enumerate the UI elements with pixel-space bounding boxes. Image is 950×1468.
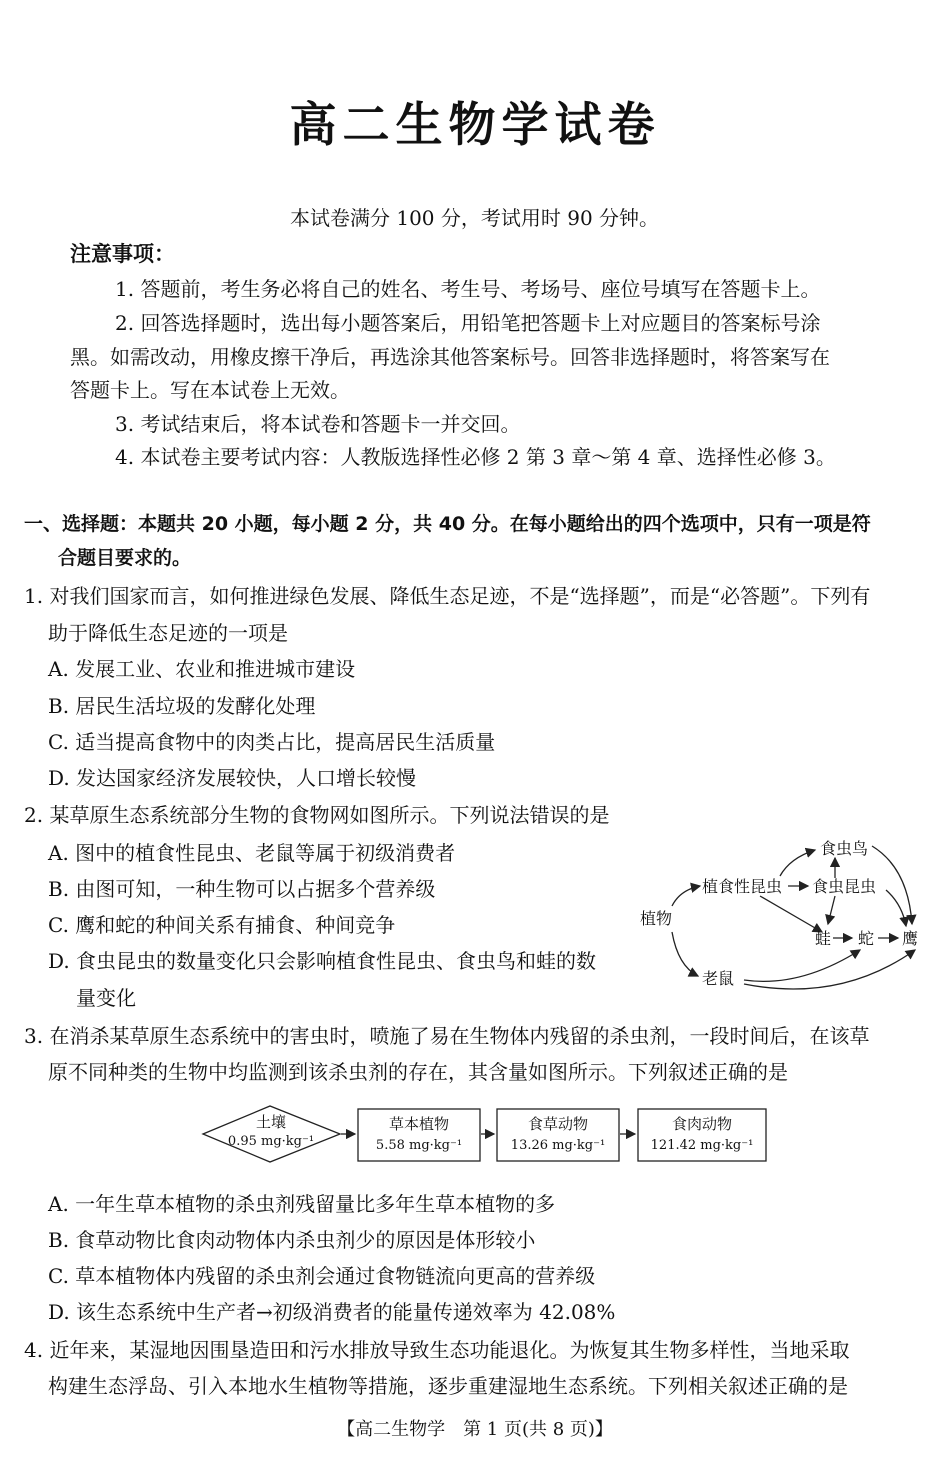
q2-option-a: A. 图中的植食性昆虫、老鼠等属于初级消费者: [48, 841, 456, 865]
q4-stem: 4. 近年来，某湿地因围垦造田和污水排放导致生态功能退化。为恢复其生物多样性，当地采取: [24, 1338, 850, 1362]
notice-item: 4. 本试卷主要考试内容：人教版选择性必修 2 第 3 章～第 4 章、选择性必修 3。: [115, 445, 836, 469]
q2-option-c: C. 鹰和蛇的种间关系有捕食、种间竞争: [48, 913, 396, 937]
plant-value: 5.58 mg·kg⁻¹: [375, 1138, 463, 1153]
notice-item: 黑。如需改动，用橡皮擦干净后，再选涂其他答案标号。回答非选择题时，将答案写在: [70, 345, 830, 369]
arrow-plant-herb-insect: [672, 886, 700, 906]
q3-option-d: D. 该生态系统中生产者→初级消费者的能量传递效率为 42.08%: [48, 1300, 616, 1324]
exam-info: 本试卷满分 100 分，考试用时 90 分钟。: [290, 206, 660, 230]
q4-stem-cont: 构建生态浮岛、引入本地水生植物等措施，逐步重建湿地生态系统。下列相关叙述正确的是: [48, 1374, 848, 1398]
soil-value: 0.95 mg·kg⁻¹: [227, 1134, 315, 1149]
notice-item: 2. 回答选择题时，选出每小题答案后，用铅笔把答题卡上对应题目的答案标号涂: [115, 311, 821, 335]
soil-label: 土壤: [255, 1113, 287, 1131]
q3-option-c: C. 草本植物体内残留的杀虫剂会通过食物链流向更高的营养级: [48, 1264, 596, 1288]
section-heading: 一、选择题：本题共 20 小题，每小题 2 分，共 40 分。在每小题给出的四个选项中，只有一项是符: [24, 513, 871, 535]
arrow-herbinsect-frog: [760, 896, 822, 932]
arrow-mouse-snake: [744, 950, 860, 981]
notice-item: 1. 答题前，考生务必将自己的姓名、考生号、考场号、座位号填写在答题卡上。: [115, 277, 821, 301]
q1-stem: 1. 对我们国家而言，如何推进绿色发展、降低生态足迹，不是“选择题”，而是“必答题”。下列有: [24, 584, 871, 608]
node-insect-insect: 食虫昆虫: [812, 877, 877, 896]
arrow-insectinsect-eagle: [886, 890, 906, 926]
q2-option-b: B. 由图可知，一种生物可以占据多个营养级: [48, 877, 436, 901]
q1-option-b: B. 居民生活垃圾的发酵化处理: [48, 694, 316, 718]
herbivore-value: 13.26 mg·kg⁻¹: [510, 1138, 606, 1153]
page-title: 高二生物学试卷: [289, 98, 661, 153]
notice-item: 3. 考试结束后，将本试卷和答题卡一并交回。: [115, 412, 521, 436]
arrow-mouse-eagle: [744, 950, 915, 989]
q3-stem: 3. 在消杀某草原生态系统中的害虫时，喷施了易在生物体内残留的杀虫剂，一段时间后，在该草: [24, 1024, 870, 1048]
arrow-plant-mouse: [672, 932, 698, 976]
q2-option-d-cont: 量变化: [76, 986, 136, 1010]
q3-option-b: B. 食草动物比食肉动物体内杀虫剂少的原因是体形较小: [48, 1228, 536, 1252]
node-plant: 植物: [640, 909, 673, 928]
q3-option-a: A. 一年生草本植物的杀虫剂残留量比多年生草本植物的多: [48, 1192, 556, 1216]
notice-item: 答题卡上。写在本试卷上无效。: [70, 378, 350, 402]
section-heading-cont: 合题目要求的。: [58, 547, 192, 569]
q1-option-a: A. 发展工业、农业和推进城市建设: [48, 657, 356, 681]
carnivore-label: 食肉动物: [671, 1115, 733, 1133]
food-web-diagram: [640, 828, 940, 1000]
q2-option-d: D. 食虫昆虫的数量变化只会影响植食性昆虫、食虫鸟和蛙的数: [48, 949, 597, 973]
node-snake: 蛇: [858, 929, 875, 948]
carnivore-value: 121.42 mg·kg⁻¹: [650, 1138, 754, 1153]
q3-stem-cont: 原不同种类的生物中均监测到该杀虫剂的存在，其含量如图所示。下列叙述正确的是: [48, 1060, 788, 1084]
q1-option-d: D. 发达国家经济发展较快，人口增长较慢: [48, 766, 417, 790]
node-frog: 蛙: [815, 929, 832, 948]
node-eagle: 鹰: [902, 929, 919, 948]
arrow-herbinsect-bird: [780, 850, 815, 876]
notice-heading: 注意事项：: [70, 242, 175, 266]
page-footer: 【高二生物学 第 1 页(共 8 页)】: [337, 1419, 613, 1440]
herbivore-label: 食草动物: [527, 1115, 589, 1133]
q2-stem: 2. 某草原生态系统部分生物的食物网如图所示。下列说法错误的是: [24, 803, 610, 827]
plant-label: 草本植物: [388, 1115, 450, 1133]
arrow-bird-eagle: [872, 846, 912, 924]
node-herb-insect: 植食性昆虫: [702, 877, 783, 896]
pesticide-chain-diagram: [200, 1103, 772, 1165]
node-insect-bird: 食虫鸟: [820, 839, 869, 858]
q1-stem-cont: 助于降低生态足迹的一项是: [48, 621, 288, 645]
arrow-insectinsect-frog: [828, 896, 835, 924]
node-mouse: 老鼠: [702, 969, 735, 988]
q1-option-c: C. 适当提高食物中的肉类占比，提高居民生活质量: [48, 730, 496, 754]
